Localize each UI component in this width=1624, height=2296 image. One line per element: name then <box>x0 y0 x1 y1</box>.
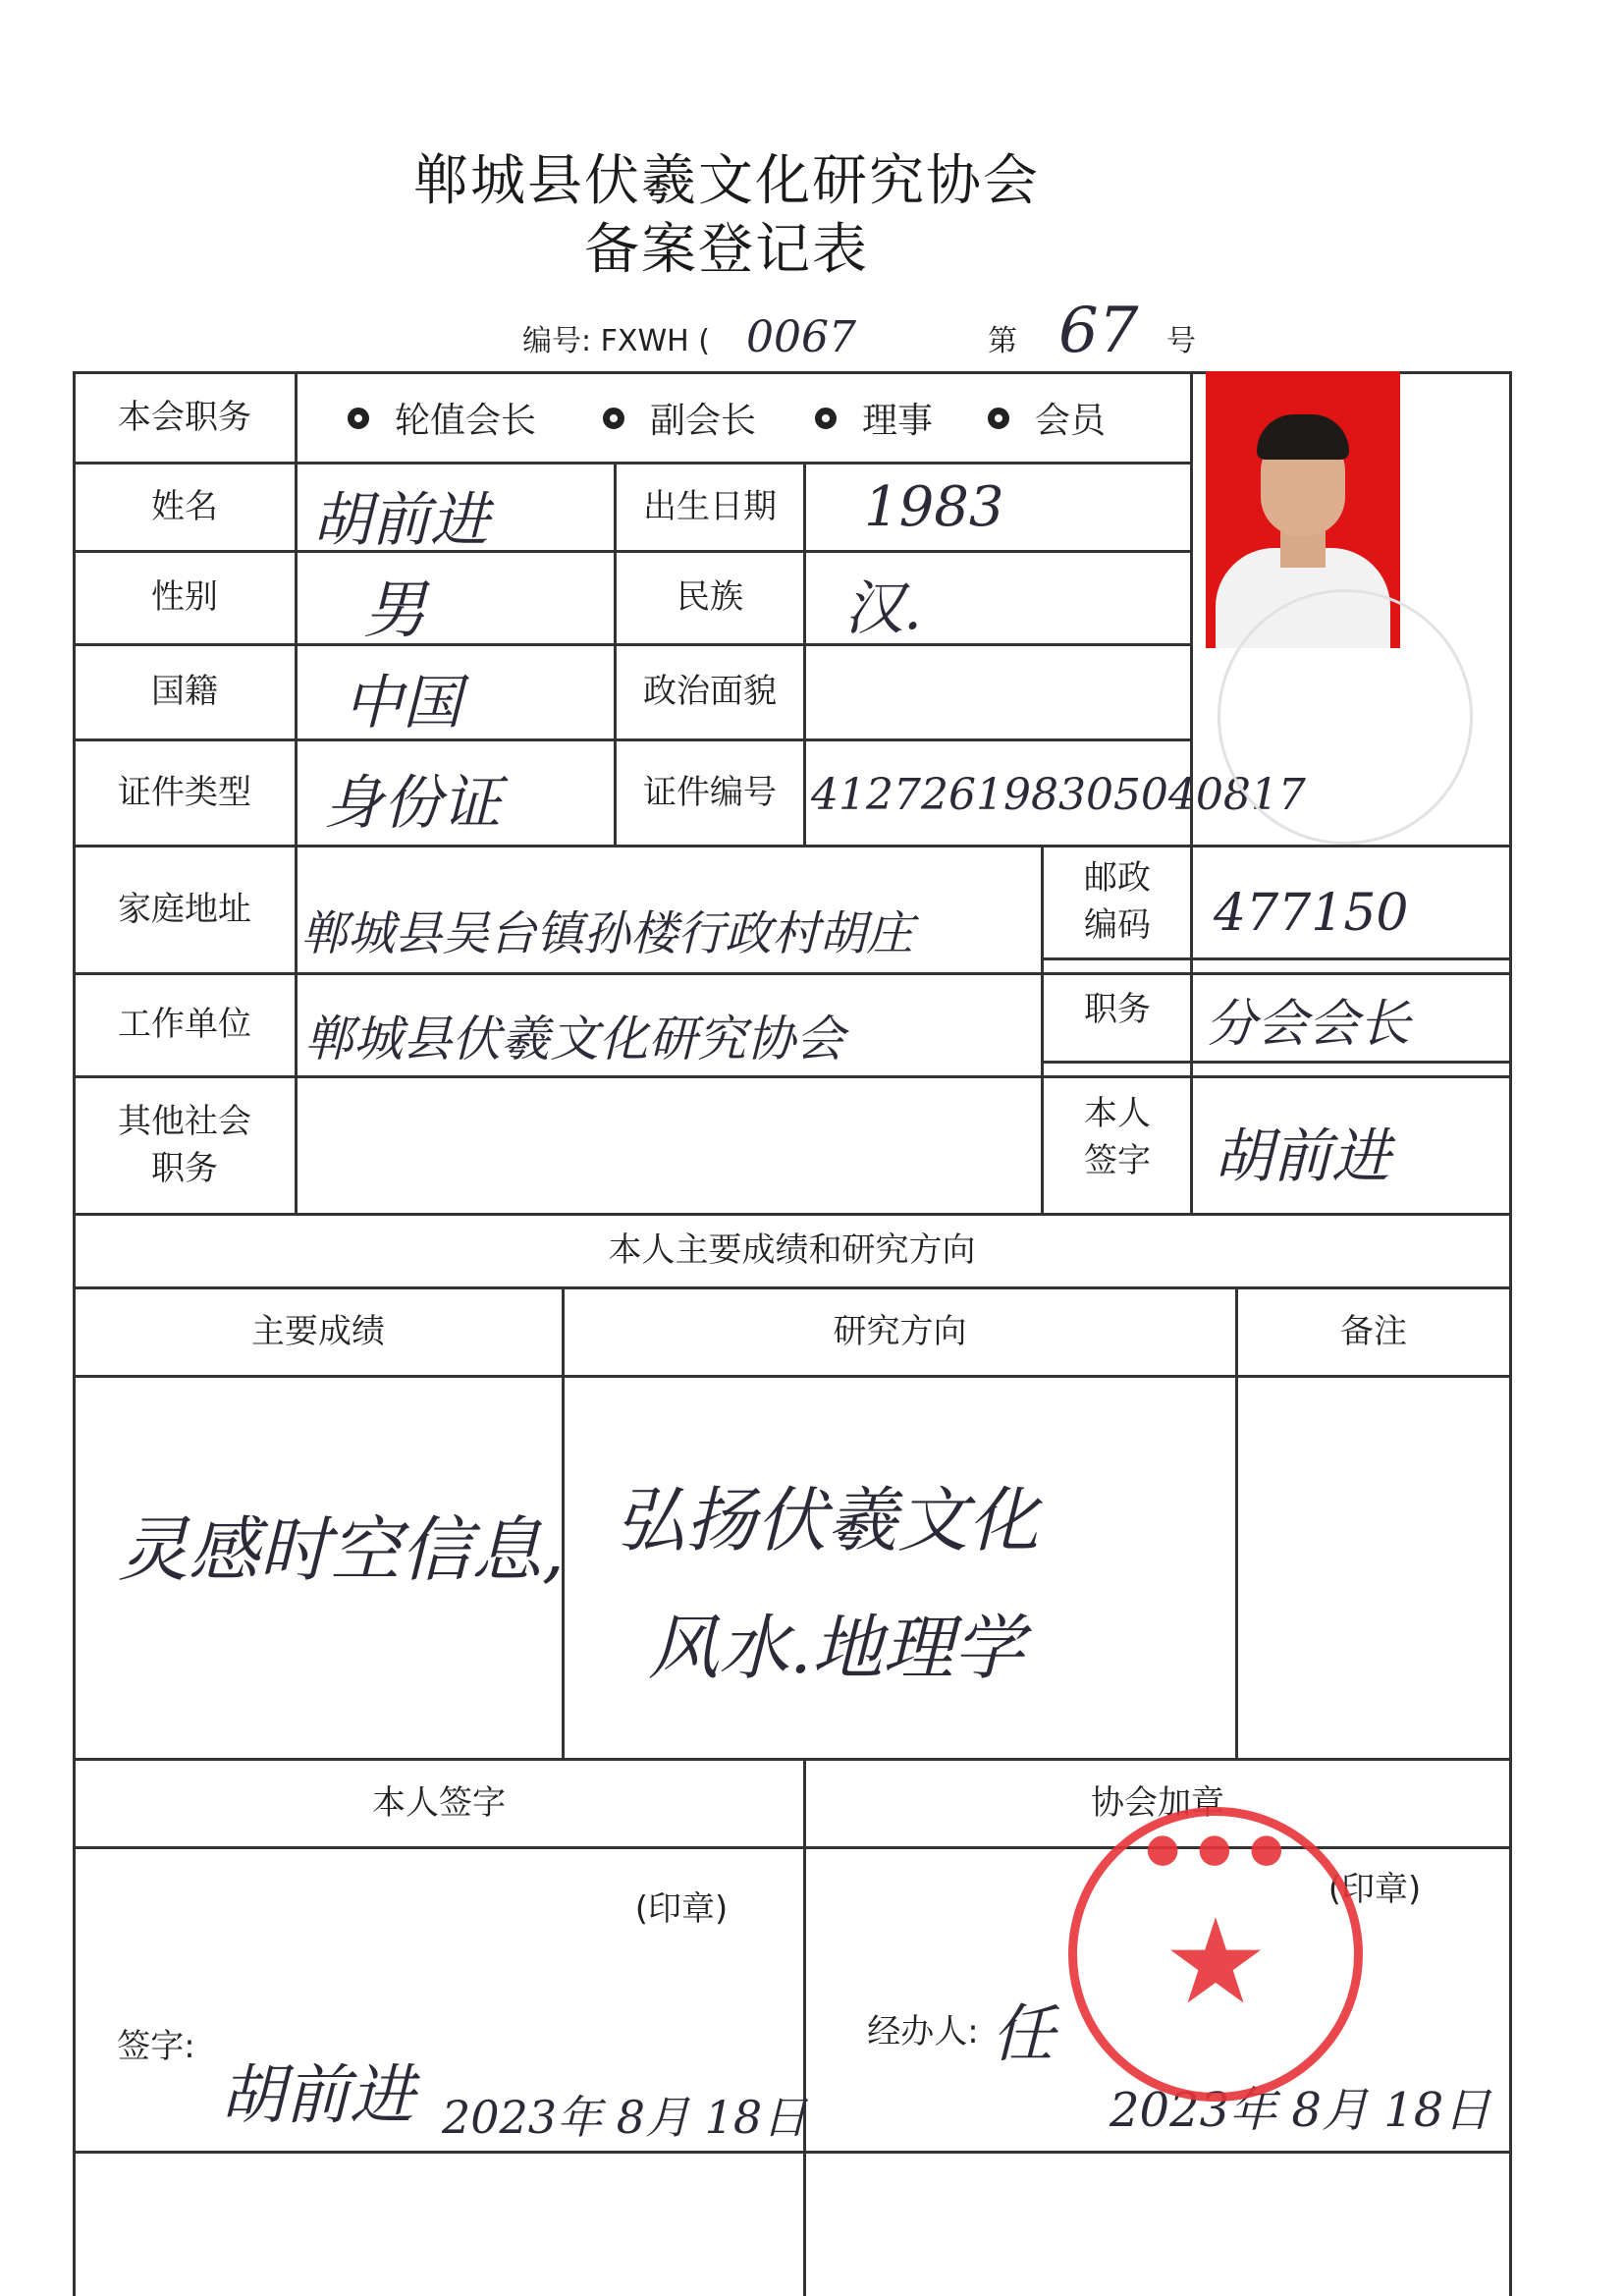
association-seal: ● ● ● ★ <box>1068 1807 1363 2102</box>
self-sign-value: 胡前进 <box>1214 1122 1390 1191</box>
duty-value: 分会会长 <box>1206 995 1411 1054</box>
idno-label: 证件编号 <box>643 772 777 812</box>
postal-label: 邮政 编码 <box>1084 858 1151 945</box>
option-member[interactable]: 会员 <box>988 393 1106 443</box>
gender-label: 性别 <box>151 577 218 618</box>
address-label: 家庭地址 <box>118 889 251 929</box>
border-line <box>1509 371 1512 2296</box>
sign-date: 2023年 8月 18日 <box>442 2091 808 2144</box>
handler-label: 经办人: <box>867 2012 979 2052</box>
option-vice-president[interactable]: 副会长 <box>603 393 756 443</box>
duty-label: 职务 <box>1084 990 1151 1030</box>
research-line-2: 风水.地理学 <box>648 1607 1024 1689</box>
handler-sign: 任 <box>992 1998 1055 2071</box>
work-label: 工作单位 <box>118 1005 251 1045</box>
form-title: 郸城县伏羲文化研究协会 <box>413 149 1040 213</box>
radio-circle-icon <box>815 408 837 429</box>
photo-hair <box>1257 414 1349 460</box>
radio-circle-icon <box>603 408 624 429</box>
radio-circle-icon <box>348 408 369 429</box>
achievement-value: 灵感时空信息, <box>118 1508 565 1591</box>
assoc-seal-title: 协会加章 <box>1091 1782 1224 1823</box>
number-prefix: 第 <box>988 324 1017 358</box>
embossed-seal <box>1218 589 1473 845</box>
address-value: 郸城县吴台镇孙楼行政村胡庄 <box>300 906 914 961</box>
idtype-label: 证件类型 <box>118 772 251 812</box>
assoc-date: 2023年 8月 18日 <box>1110 2083 1491 2138</box>
work-value: 郸城县伏羲文化研究协会 <box>304 1011 844 1067</box>
sign-name: 胡前进 <box>220 2057 414 2133</box>
number-suffix: 号 <box>1166 324 1196 358</box>
self-sign-label: 本人 签字 <box>1084 1094 1151 1180</box>
form-subtitle: 备案登记表 <box>584 218 869 282</box>
serial-value: 0067 <box>746 312 856 362</box>
idtype-value: 身份证 <box>324 769 501 838</box>
radio-circle-icon <box>988 408 1009 429</box>
section-title: 本人主要成绩和研究方向 <box>608 1230 976 1271</box>
research-line-1: 弘扬伏羲文化 <box>615 1479 1040 1561</box>
self-sign-title: 本人签字 <box>372 1782 506 1823</box>
ethnic-value: 汉. <box>844 574 923 643</box>
idno-value: 412726198305040817 <box>811 770 1306 820</box>
nationality-label: 国籍 <box>151 672 218 712</box>
achievement-header: 主要成绩 <box>251 1311 385 1351</box>
research-header: 研究方向 <box>833 1311 967 1351</box>
position-label: 本会职务 <box>118 397 251 437</box>
border-line <box>803 462 806 845</box>
seal-note-right: (印章) <box>1327 1870 1422 1910</box>
sign-label: 签字: <box>117 2027 195 2067</box>
remark-header: 备注 <box>1340 1311 1407 1351</box>
serial-label: 编号: FXWH ( <box>522 324 710 358</box>
other-duties-label: 其他社会 职务 <box>118 1101 251 1188</box>
birth-label: 出生日期 <box>643 486 777 526</box>
ethnic-label: 民族 <box>677 577 743 618</box>
political-label: 政治面貌 <box>643 672 777 712</box>
birth-value: 1983 <box>864 475 1004 539</box>
seal-note-left: (印章) <box>634 1889 729 1930</box>
nationality-value: 中国 <box>344 669 461 738</box>
border-line <box>73 1375 1512 1378</box>
postal-value: 477150 <box>1214 884 1409 943</box>
border-line <box>73 2151 1512 2154</box>
name-value: 胡前进 <box>312 486 489 555</box>
border-line <box>295 371 298 1213</box>
option-rotating-president[interactable]: 轮值会长 <box>348 393 536 443</box>
name-label: 姓名 <box>151 486 218 526</box>
seal-star-icon: ★ <box>1163 1894 1269 2031</box>
number-value: 67 <box>1058 295 1139 367</box>
option-director[interactable]: 理事 <box>815 393 933 443</box>
gender-value: 男 <box>363 574 426 647</box>
